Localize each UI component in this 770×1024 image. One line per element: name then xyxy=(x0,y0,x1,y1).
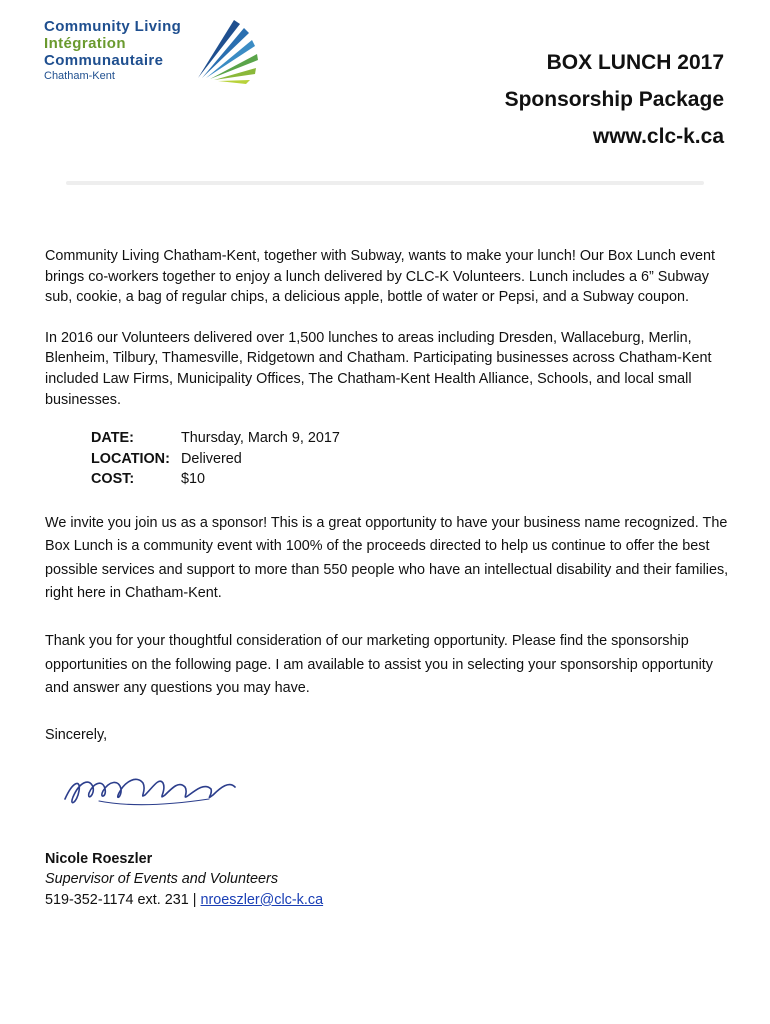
detail-row-date xyxy=(91,428,729,449)
history-paragraph: In 2016 our Volunteers delivered over 1,500 lunches to areas including Dresden, Wallaceburg, Merlin, Blenheim, Tilbury, Thamesville, Ridgetown and Chatham. Participating businesses across Chatham-Kent included Law Firms, Municipality Offices, The Chatham-Kent Health Alliance, Schools, and local small businesses. xyxy=(45,329,712,408)
detail-label: COST: xyxy=(91,471,135,488)
document-subtitle: Sponsorship Package xyxy=(504,88,724,111)
organization-logo xyxy=(44,18,264,118)
closing-salutation: Sincerely, xyxy=(45,726,108,743)
logo-fan-icon xyxy=(194,18,260,84)
detail-row-cost xyxy=(91,469,729,490)
detail-value: $10 xyxy=(181,471,206,488)
logo-wordmark xyxy=(44,18,181,82)
document-header xyxy=(505,44,724,155)
invite-paragraph: We invite you join us as a sponsor! This is a great opportunity to have your business name recognized. The Box Lunch is a community event with 100% of the proceeds directed to help us continue to offer the best possible services and support to more than 550 people who have an intellectual disability and their families, right here in Chatham-Kent. xyxy=(45,514,729,602)
detail-label: DATE: xyxy=(91,430,134,447)
logo-subtitle: Chatham-Kent xyxy=(44,70,115,82)
thanks-paragraph: Thank you for your thoughtful consideration of our marketing opportunity. Please find the sponsorship opportunities on the following page. I am available to assist you in selecting your sponsorship opportunity and answer any questions you may have. xyxy=(45,633,713,697)
email-link[interactable]: nroeszler@clc-k.ca xyxy=(200,891,324,908)
logo-line-1: Community Living xyxy=(44,18,182,35)
header-divider xyxy=(66,181,704,185)
contact-line xyxy=(45,890,729,911)
signer-name: Nicole Roeszler xyxy=(45,850,153,867)
event-details xyxy=(91,428,729,490)
phone-number: 519-352-1174 ext. 231 | xyxy=(45,891,197,908)
document-title: BOX LUNCH 2017 xyxy=(546,51,724,74)
logo-line-3: Communautaire xyxy=(44,52,164,69)
detail-label: LOCATION: xyxy=(91,450,170,467)
detail-value: Delivered xyxy=(181,450,242,467)
handwritten-signature xyxy=(59,761,249,823)
detail-row-location xyxy=(91,449,729,470)
detail-value: Thursday, March 9, 2017 xyxy=(181,430,340,447)
signer-title: Supervisor of Events and Volunteers xyxy=(45,871,279,888)
intro-paragraph: Community Living Chatham-Kent, together with Subway, wants to make your lunch! Our Box Lunch event brings co-workers together to enjoy a lunch delivered by CLC-K Volunteers. Lunch includes a 6” Subway sub, cookie, a bag of regular chips, a delicious apple, bottle of water or Pepsi, and a Subway coupon. xyxy=(45,248,716,306)
signature-block xyxy=(45,849,729,911)
website-link[interactable]: www.clc-k.ca xyxy=(592,125,724,148)
letter-body xyxy=(45,246,729,910)
logo-line-2: Intégration xyxy=(44,35,126,52)
